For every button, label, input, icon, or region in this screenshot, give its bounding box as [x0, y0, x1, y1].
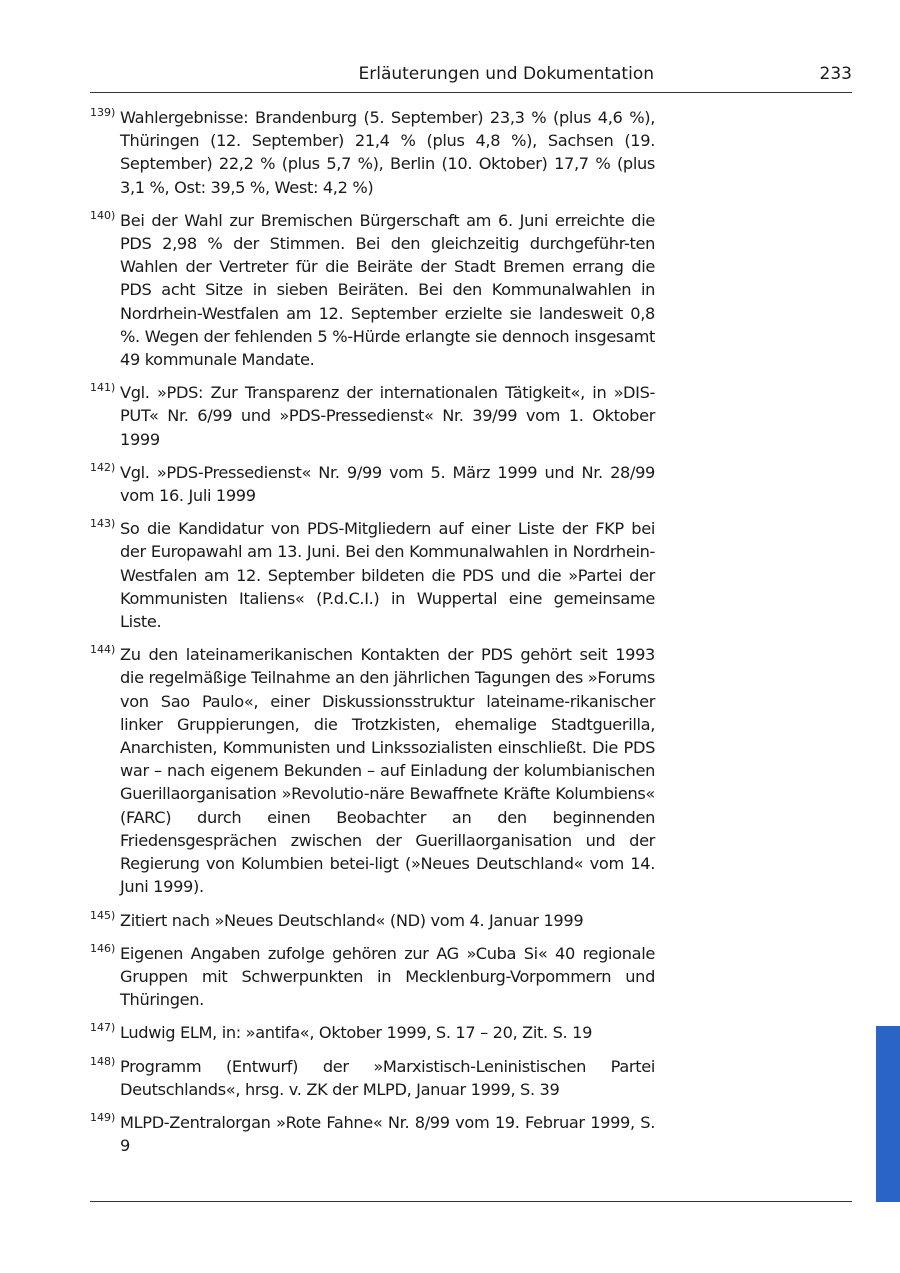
header-rule: [90, 92, 852, 93]
endnote-number: 140): [90, 208, 116, 222]
endnote-141: [90, 381, 655, 451]
endnote-number: 143): [90, 517, 116, 531]
endnote-143: [90, 517, 655, 633]
header-title: Erläuterungen und Dokumentation: [358, 64, 654, 84]
endnote-139: [90, 106, 655, 199]
endnote-text: Zu den lateinamerikanischen Kontakten der PDS gehört seit 1993 die regelmäßige Teilnahme an den jährlichen Tagungen des »Forums von Sao Paulo«, einer Diskussionsstruktur lateiname-rikanischer linker Gruppierungen, die Trotzkisten, ehemalige Stadtguerilla, Anarchisten, Kommunisten und Linkssozialisten einschließt. Die PDS war – nach eigenem Bekunden – auf Einladung der kolumbianischen Guerillaorganisation »Revolutio-näre Bewaffnete Kräfte Kolumbiens« (FARC) durch einen Beobachter an den beginnenden Friedensgesprächen zwischen der Guerillaorganisation und der Regierung von Kolumbien betei-ligt (»Neues Deutschland« vom 14. Juni 1999).: [120, 645, 655, 897]
endnote-text: So die Kandidatur von PDS-Mitgliedern auf einer Liste der FKP bei der Europawahl am 13. Juni. Bei den Kommunalwahlen in Nordrhein-Westfalen am 12. September bildeten die PDS und die »Partei der Kommunisten Italiens« (P.d.C.I.) in Wuppertal eine gemeinsame Liste.: [120, 519, 655, 632]
endnote-number: 147): [90, 1021, 116, 1035]
endnote-number: 141): [90, 381, 116, 395]
endnote-text: Bei der Wahl zur Bremischen Bürgerschaft am 6. Juni erreichte die PDS 2,98 % der Stimmen. Bei den gleichzeitig durchgeführ-ten Wahlen der Vertreter für die Beiräte der Stadt Bremen errang die PDS acht Sitze in sieben Beiräten. Bei den Kommunalwahlen in Nordrhein-Westfalen am 12. September erzielte sie landesweit 0,8 %. Wegen der fehlenden 5 %-Hürde erlangte sie dennoch insgesamt 49 kommunale Mandate.: [120, 210, 655, 370]
footer-rule: [90, 1201, 852, 1202]
endnote-number: 139): [90, 106, 116, 119]
endnote-number: 149): [90, 1110, 116, 1124]
endnote-number: 146): [90, 941, 116, 955]
endnote-text: Programm (Entwurf) der »Marxistisch-Leninistischen Partei Deutschlands«, hrsg. v. ZK der MLPD, Januar 1999, S. 39: [120, 1056, 655, 1099]
endnote-text: Vgl. »PDS-Pressedienst« Nr. 9/99 vom 5. März 1999 und Nr. 28/99 vom 16. Juli 1999: [120, 462, 655, 506]
endnote-text: Eigenen Angaben zufolge gehören zur AG »Cuba Si« 40 regionale Gruppen mit Schwerpunkten in Mecklenburg-Vorpommern und Thüringen.: [120, 943, 655, 1010]
page-number: 233: [819, 64, 852, 84]
endnote-text: Wahlergebnisse: Brandenburg (5. September) 23,3 % (plus 4,6 %), Thüringen (12. September) 21,4 % (plus 4,8 %), Sachsen (19. September) 22,2 % (plus 5,7 %), Berlin (10. Oktober) 17,7 % (plus 3,1 %, Ost: 39,5 %, West: 4,2 %): [120, 108, 655, 197]
endnote-148: [90, 1055, 655, 1101]
endnote-142: [90, 461, 655, 507]
endnote-147: [90, 1021, 655, 1044]
endnote-number: 142): [90, 460, 116, 474]
endnote-145: [90, 909, 655, 932]
endnote-144: [90, 643, 655, 898]
running-header: [90, 62, 852, 92]
endnote-text: Zitiert nach »Neues Deutschland« (ND) vom 4. Januar 1999: [120, 910, 584, 930]
endnote-text: MLPD-Zentralorgan »Rote Fahne« Nr. 8/99 vom 19. Februar 1999, S. 9: [120, 1112, 655, 1156]
endnote-text: Vgl. »PDS: Zur Transparenz der internationalen Tätigkeit«, in »DIS-PUT« Nr. 6/99 und »PDS-Pressedienst« Nr. 39/99 vom 1. Oktober 1999: [120, 383, 655, 449]
endnote-number: 145): [90, 908, 116, 922]
endnote-146: [90, 942, 655, 1012]
chapter-thumb-tab: [876, 1026, 900, 1202]
endnote-149: [90, 1111, 655, 1157]
endnote-140: [90, 209, 655, 371]
endnotes-list: [90, 106, 655, 1167]
endnote-text: Ludwig ELM, in: »antifa«, Oktober 1999, S. 17 – 20, Zit. S. 19: [120, 1023, 593, 1043]
endnote-number: 148): [90, 1054, 116, 1068]
endnote-number: 144): [90, 643, 116, 657]
